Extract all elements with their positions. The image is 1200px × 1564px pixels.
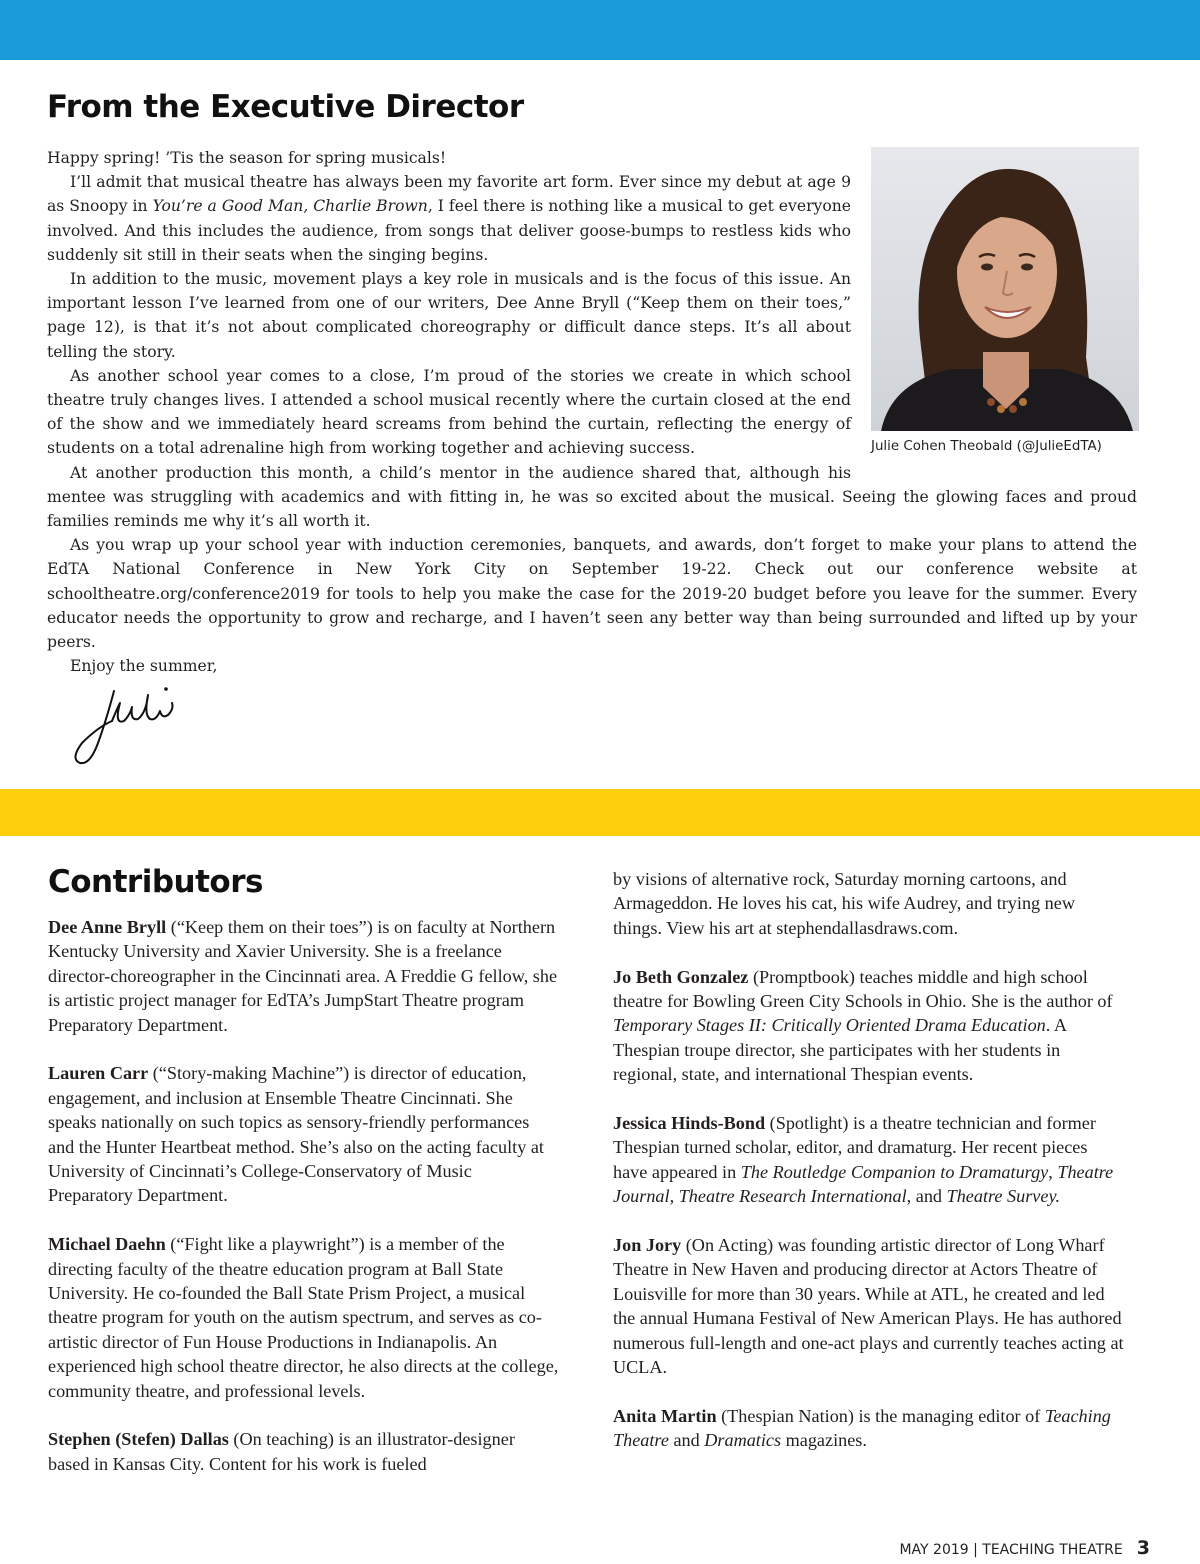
contributor-entry: Jo Beth Gonzalez (Promptbook) teaches middle and high school theatre for Bowling Green City Schools in Ohio. She is the author of Temporary Stages II: Critically Oriented Drama Education. A Thespian troupe director, she participates with her students in regional, state, and international Thespian events.	[613, 966, 1113, 1085]
publication-title: Theatre Survey.	[946, 1186, 1061, 1207]
contributor-name: Jon Jory	[613, 1235, 682, 1256]
contributors-column-right	[613, 867, 1125, 1477]
magazine-title: Teaching Theatre	[613, 1405, 1111, 1451]
publication-title: The Routledge Companion to Dramaturgy	[740, 1161, 1049, 1182]
portrait-illustration	[871, 147, 1139, 431]
issue-label: MAY 2019 | TEACHING THEATRE	[899, 1542, 1123, 1558]
page-number: 3	[1136, 1537, 1150, 1559]
contributor-entry: Dee Anne Bryll (“Keep them on their toes”) is on faculty at Northern Kentucky University and Xavier University. She is a freelance director-choreographer in the Cincinnati area. A Freddie G fellow, she is artistic project manager for EdTA’s JumpStart Theatre program Preparatory Department.	[48, 917, 558, 1035]
letter-paragraph-6: As you wrap up your school year with induction ceremonies, banquets, and awards, don’t forget to make your plans to attend the EdTA National Conference in New York City on September 19-22. Check out our conference website at schooltheatre.org/conference2019 for tools to help you make the case for the 2019-20 budget before you leave for the summer. Every educator needs the opportunity to grow and recharge, and I haven’t seen any better way than being surrounded and lifted up by your peers.	[47, 536, 1137, 652]
photo-caption: Julie Cohen Theobald (@JulieEdTA)	[871, 439, 1102, 454]
section-divider-bar	[0, 789, 1200, 836]
contributor-entry: Michael Daehn (“Fight like a playwright”) is a member of the directing faculty of the theatre education program at Ball State University. He co-founded the Ball State Prism Project, a musical theatre program for youth on the autism spectrum, and serves as co-artistic director of Fun House Productions in Indianapolis. An experienced high school theatre director, he also directs at the college, community theatre, and professional levels.	[48, 1234, 559, 1401]
contributor-name: Stephen (Stefen) Dallas	[48, 1429, 229, 1450]
director-photo	[871, 147, 1139, 431]
letter-paragraph-4: As another school year comes to a close, I’m proud of the stories we create in which school theatre truly changes lives. I attended a school musical recently where the curtain closed at the end of the show and we immediately heard screams from behind the curtain, reflecting the energy of students on a total adrenaline high from working together and achieving success.	[47, 366, 851, 458]
director-heading: From the Executive Director	[47, 89, 524, 125]
director-photo-figure	[871, 147, 1147, 465]
director-letter	[47, 146, 1137, 678]
contributors-heading: Contributors	[48, 864, 263, 900]
letter-closing: Enjoy the summer,	[70, 657, 218, 676]
contributor-name: Dee Anne Bryll	[48, 917, 167, 937]
contributor-name: Michael Daehn	[48, 1234, 166, 1255]
publication-title: Theatre Journal	[613, 1161, 1114, 1207]
contributor-entry: Jon Jory (On Acting) was founding artistic director of Long Wharf Theatre in New Haven and producing director at Actors Theatre of Louisville for more than 30 years. While at ATL, he created and led the annual Humana Festival of New American Plays. He has authored numerous full-length and one-act plays and currently teaches acting at UCLA.	[613, 1235, 1124, 1378]
letter-paragraph-1: Happy spring! ’Tis the season for spring musicals!	[47, 149, 447, 167]
contributor-entry: Stephen (Stefen) Dallas (On teaching) is an illustrator-designer based in Kansas City. Content for his work is fueled	[48, 1429, 515, 1474]
musical-title: You’re a Good Man, Charlie Brown	[152, 197, 428, 216]
contributor-entry: Lauren Carr (“Story-making Machine”) is director of education, engagement, and inclusion at Ensemble Theatre Cincinnati. She speaks nationally on such topics as sensory-friendly performances and the Hunter Heartbeat method. She’s also on the acting faculty at University of Cincinnati’s College-Conservatory of Music Preparatory Department.	[48, 1063, 544, 1206]
contributor-entry-continued: by visions of alternative rock, Saturday morning cartoons, and Armageddon. He loves his cat, his wife Audrey, and trying new things. View his art at stephendallasdraws.com.	[613, 869, 1075, 938]
page-footer	[899, 1537, 1150, 1559]
top-color-bar	[0, 0, 1200, 60]
letter-paragraph-3: In addition to the music, movement plays a key role in musicals and is the focus of this issue. An important lesson I’ve learned from one of our writers, Dee Anne Bryll (“Keep them on their toes,” page 12), is that it’s not about complicated choreography or difficult dance steps. It’s all about telling the story.	[47, 270, 851, 361]
contributor-name: Lauren Carr	[48, 1063, 149, 1084]
contributor-name: Anita Martin	[613, 1405, 717, 1426]
contributor-entry: Anita Martin (Thespian Nation) is the managing editor of Teaching Theatre and Dramatics magazines.	[613, 1405, 1111, 1451]
signature	[68, 681, 188, 771]
magazine-title: Dramatics	[704, 1430, 782, 1451]
contributors-column-left	[48, 915, 560, 1501]
publication-title: Theatre Research International	[678, 1186, 907, 1207]
contributor-name: Jo Beth Gonzalez	[613, 966, 749, 987]
contributor-entry: Jessica Hinds-Bond (Spotlight) is a theatre technician and former Thespian turned scholar, editor, and dramaturg. Her recent pieces have appeared in The Routledge Companion to Dramaturgy, Theatre Journal, Theatre Research International, and Theatre Survey.	[613, 1113, 1114, 1207]
book-title: Temporary Stages II: Critically Oriented Drama Education	[613, 1015, 1046, 1036]
letter-paragraph-2: I’ll admit that musical theatre has always been my favorite art form. Ever since my debut at age 9 as Snoopy in You’re a Good Man, Charlie Brown, I feel there is nothing like a musical to get everyone involved. And this includes the audience, from songs that deliver goose-bumps to restless kids who suddenly sit still in their seats when the singing begins.	[47, 173, 851, 264]
letter-paragraph-5: At another production this month, a child’s mentor in the audience shared that, although his mentee was struggling with academics and with fitting in, he was so excited about the musical. Seeing the glowing faces and proud families reminds me why it’s all worth it.	[47, 463, 1137, 531]
contributor-name: Jessica Hinds-Bond	[613, 1113, 766, 1134]
